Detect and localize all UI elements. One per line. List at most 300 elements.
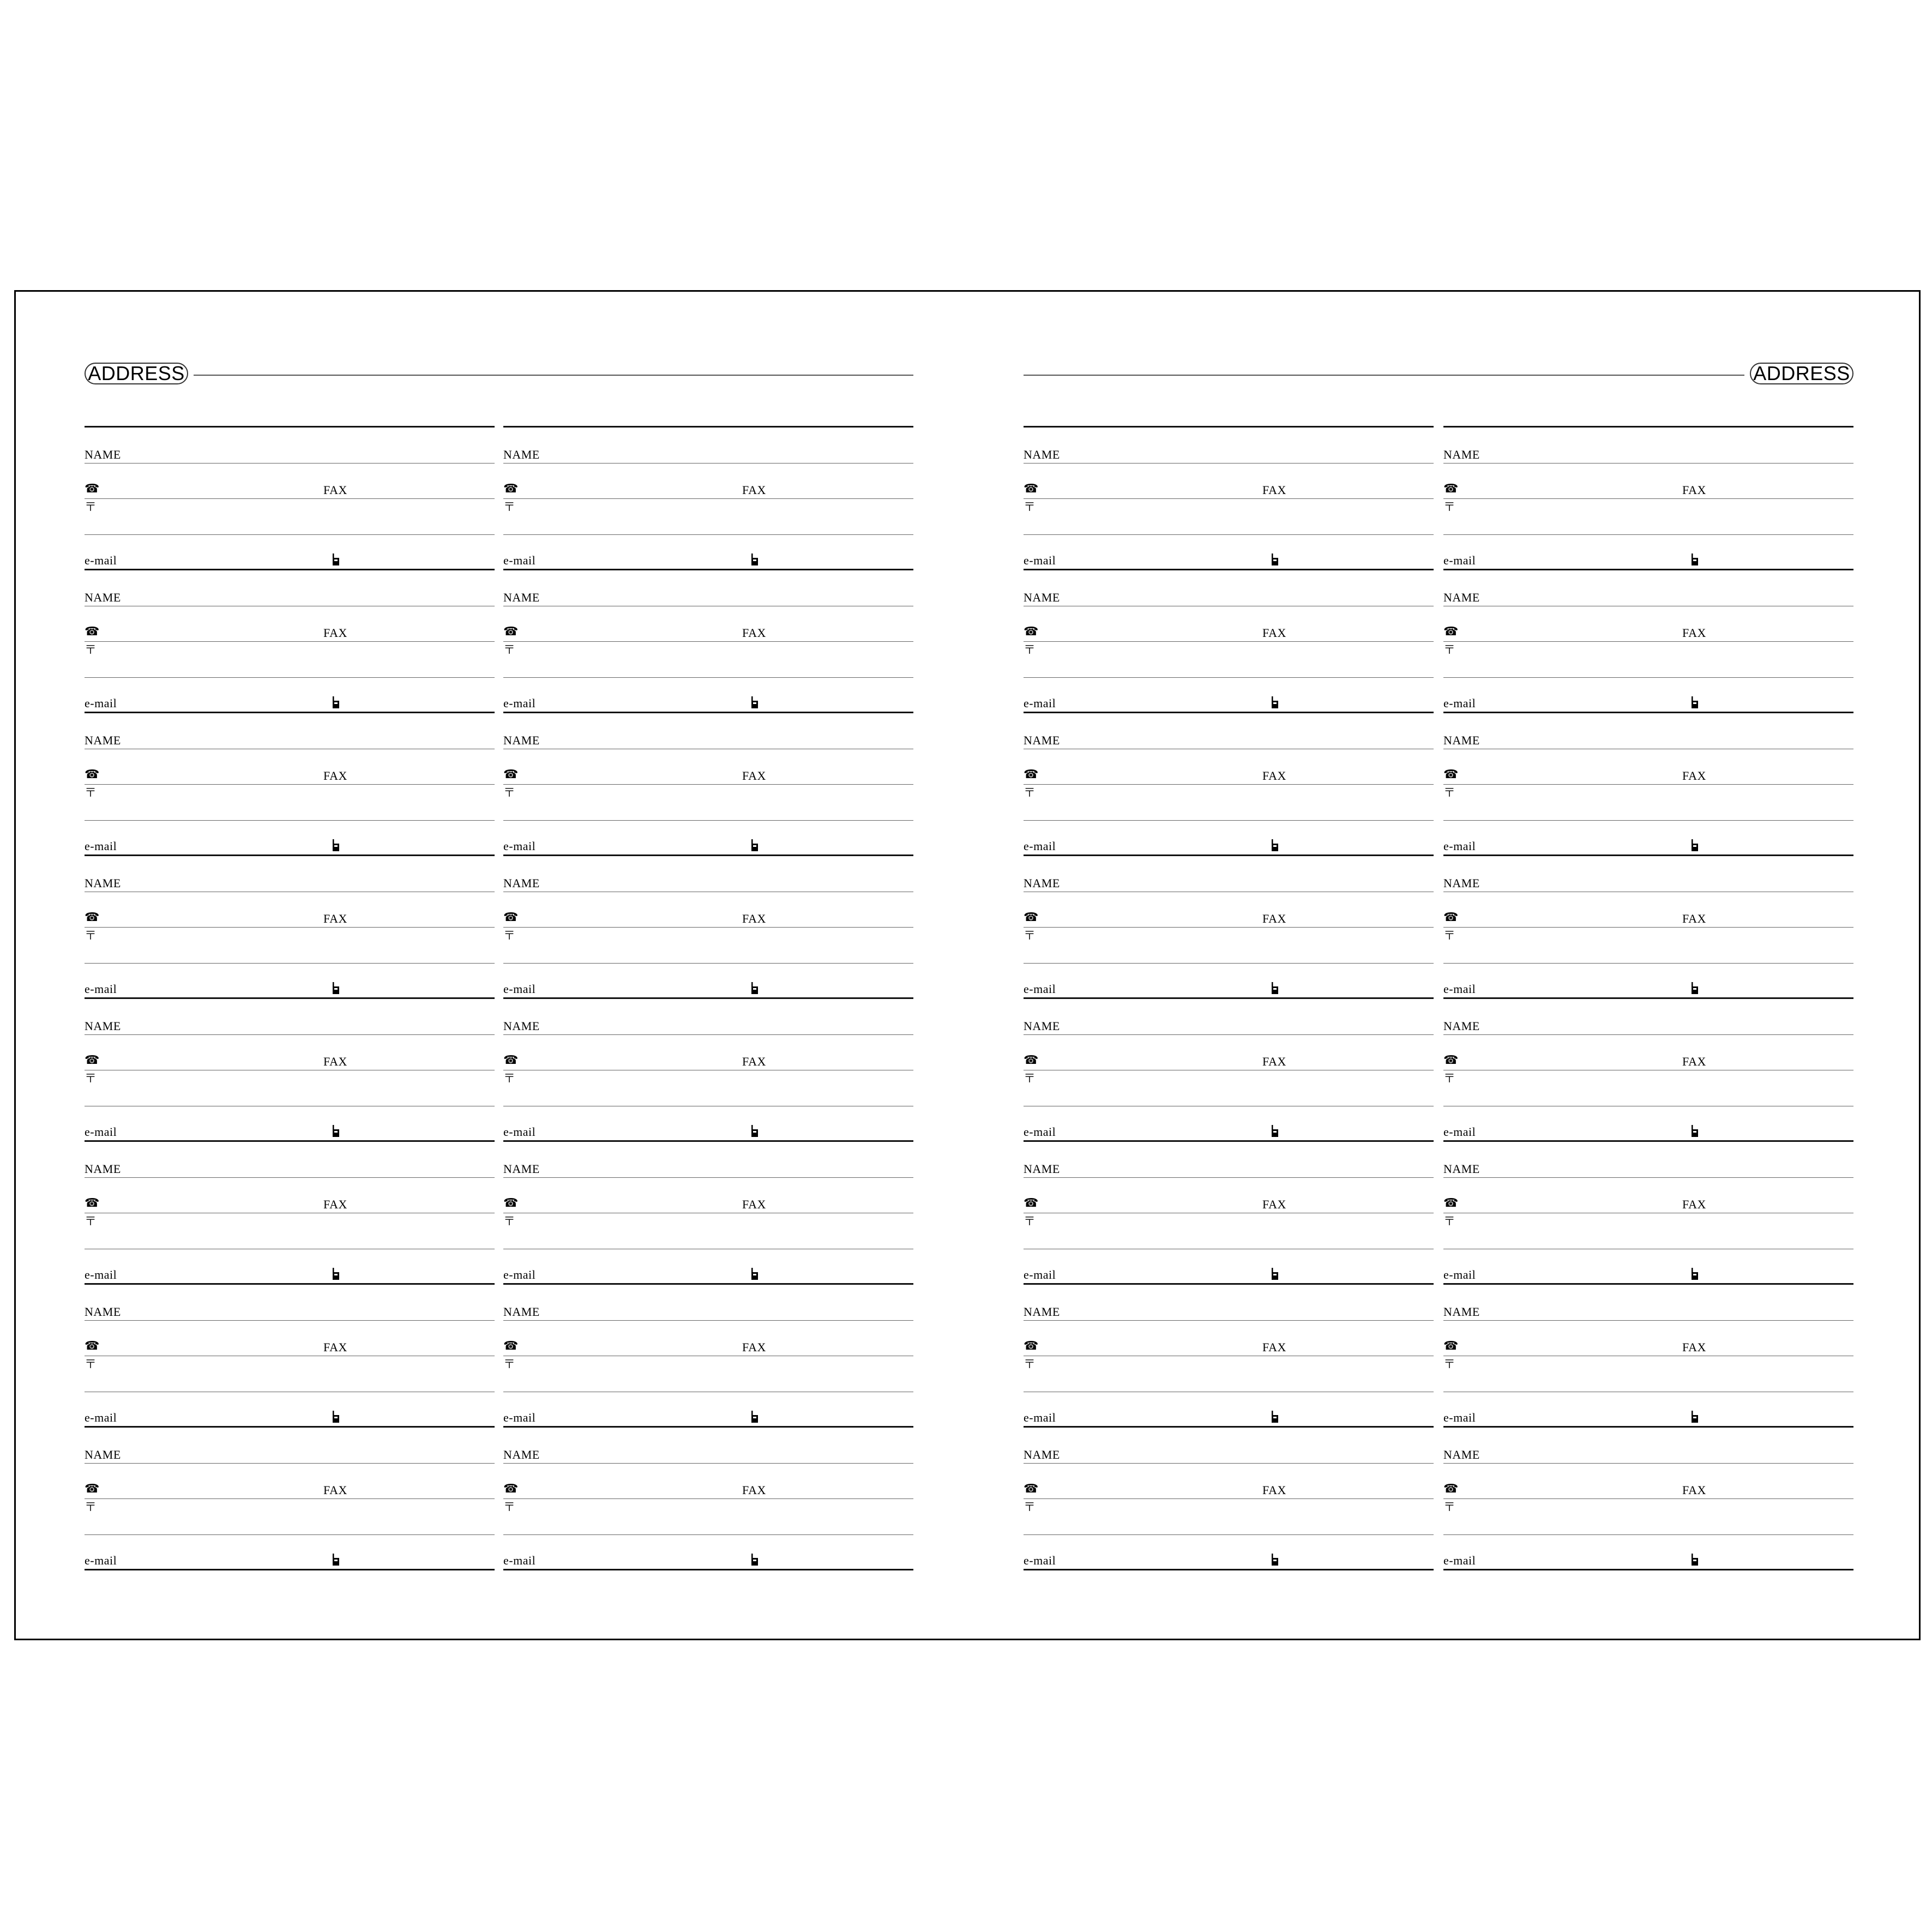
phone-fax-row[interactable]: [85, 749, 495, 785]
email-label: e-mail: [503, 696, 536, 710]
phone-icon: ☎: [503, 1482, 519, 1496]
phone-fax-row[interactable]: [1024, 1035, 1434, 1071]
name-label: NAME: [1024, 1019, 1060, 1033]
name-row[interactable]: [1443, 999, 1853, 1035]
phone-icon: ☎: [85, 768, 100, 781]
postal-mark-icon: 〒: [1024, 1357, 1036, 1371]
mobile-phone-icon: [332, 839, 340, 851]
name-label: NAME: [1443, 1019, 1480, 1033]
name-label: NAME: [1443, 447, 1480, 461]
postal-mark-icon: 〒: [503, 1357, 516, 1371]
phone-icon: ☎: [1443, 768, 1459, 781]
phone-icon: ☎: [85, 911, 100, 924]
mobile-phone-icon: [751, 1554, 759, 1566]
phone-icon: ☎: [1443, 911, 1459, 924]
phone-fax-row[interactable]: [1443, 606, 1853, 642]
mobile-phone-icon: [751, 1125, 759, 1137]
phone-icon: ☎: [503, 768, 519, 781]
name-row[interactable]: [85, 428, 495, 464]
address-entry: [1443, 1142, 1853, 1285]
email-mobile-row[interactable]: [85, 1249, 495, 1285]
address-row[interactable]: [503, 928, 913, 964]
header-rule: [1024, 375, 1744, 376]
email-mobile-row[interactable]: [1024, 821, 1434, 857]
email-mobile-row[interactable]: [1024, 1535, 1434, 1571]
email-label: e-mail: [1443, 839, 1476, 853]
email-label: e-mail: [1443, 1268, 1476, 1281]
fax-label: FAX: [323, 1340, 347, 1354]
name-row[interactable]: [503, 428, 913, 464]
phone-fax-row[interactable]: [503, 749, 913, 785]
phone-fax-row[interactable]: [85, 1464, 495, 1500]
email-mobile-row[interactable]: [503, 535, 913, 571]
name-row[interactable]: [1024, 1428, 1434, 1464]
email-label: e-mail: [85, 1411, 117, 1424]
address-book-spread: [14, 290, 1921, 1640]
mobile-phone-icon: [1271, 1554, 1279, 1566]
mobile-phone-icon: [1271, 553, 1279, 565]
mobile-phone-icon: [1691, 839, 1699, 851]
address-row[interactable]: [1443, 1213, 1853, 1249]
name-label: NAME: [1443, 1304, 1480, 1319]
address-row[interactable]: [85, 1499, 495, 1535]
email-mobile-row[interactable]: [1024, 678, 1434, 714]
postal-mark-icon: 〒: [1024, 786, 1036, 799]
address-row[interactable]: [85, 642, 495, 678]
fax-label: FAX: [1682, 1055, 1706, 1068]
fax-label: FAX: [742, 626, 766, 640]
phone-fax-row[interactable]: [1024, 606, 1434, 642]
name-row[interactable]: [1024, 570, 1434, 606]
address-entry: [1024, 1428, 1434, 1570]
phone-fax-row[interactable]: [1443, 749, 1853, 785]
name-row[interactable]: [1443, 1428, 1853, 1464]
address-entry: [85, 713, 495, 856]
name-label: NAME: [85, 447, 121, 461]
phone-icon: ☎: [85, 1482, 100, 1496]
postal-mark-icon: 〒: [503, 1500, 516, 1514]
email-label: e-mail: [1024, 1268, 1056, 1281]
email-label: e-mail: [503, 1125, 536, 1139]
address-row[interactable]: [1443, 928, 1853, 964]
phone-fax-row[interactable]: [503, 1321, 913, 1357]
address-entry: [503, 999, 913, 1142]
phone-icon: ☎: [503, 625, 519, 639]
address-entry: [85, 856, 495, 999]
name-row[interactable]: [1024, 856, 1434, 892]
fax-label: FAX: [1262, 1340, 1286, 1354]
phone-fax-row[interactable]: [503, 606, 913, 642]
email-mobile-row[interactable]: [503, 1106, 913, 1142]
email-mobile-row[interactable]: [1443, 1249, 1853, 1285]
mobile-phone-icon: [1271, 696, 1279, 708]
name-row[interactable]: [503, 1142, 913, 1178]
address-row[interactable]: [85, 1213, 495, 1249]
postal-mark-icon: 〒: [85, 1500, 97, 1514]
postal-mark-icon: 〒: [85, 1072, 97, 1085]
name-row[interactable]: [85, 999, 495, 1035]
name-row[interactable]: [503, 856, 913, 892]
email-mobile-row[interactable]: [1024, 1106, 1434, 1142]
address-entry: [503, 1142, 913, 1285]
fax-label: FAX: [323, 626, 347, 640]
email-mobile-row[interactable]: [503, 1392, 913, 1428]
postal-mark-icon: 〒: [503, 1072, 516, 1085]
phone-fax-row[interactable]: [85, 464, 495, 499]
address-row[interactable]: [1443, 642, 1853, 678]
mobile-phone-icon: [1691, 696, 1699, 708]
name-row[interactable]: [1443, 713, 1853, 749]
email-mobile-row[interactable]: [85, 964, 495, 1000]
address-row[interactable]: [503, 785, 913, 821]
postal-mark-icon: 〒: [85, 643, 97, 657]
mobile-phone-icon: [332, 553, 340, 565]
address-entry: [1443, 713, 1853, 856]
name-label: NAME: [1443, 590, 1480, 604]
email-label: e-mail: [503, 839, 536, 853]
name-row[interactable]: [85, 1285, 495, 1321]
fax-label: FAX: [742, 1340, 766, 1354]
address-entry: [1024, 1285, 1434, 1428]
page-header: [85, 363, 913, 388]
phone-icon: ☎: [1024, 625, 1039, 639]
address-entry: [1024, 428, 1434, 570]
email-mobile-row[interactable]: [1443, 1392, 1853, 1428]
phone-fax-row[interactable]: [503, 1035, 913, 1071]
postal-mark-icon: 〒: [85, 1214, 97, 1228]
address-row[interactable]: [1443, 1356, 1853, 1392]
mobile-phone-icon: [1271, 1125, 1279, 1137]
address-row[interactable]: [1443, 499, 1853, 535]
phone-icon: ☎: [1443, 625, 1459, 639]
address-entry: [85, 1428, 495, 1570]
mobile-phone-icon: [1271, 1268, 1279, 1280]
postal-mark-icon: 〒: [1024, 1500, 1036, 1514]
address-entry: [85, 1285, 495, 1428]
fax-label: FAX: [1262, 912, 1286, 925]
address-entry: [1024, 856, 1434, 999]
name-row[interactable]: [1024, 428, 1434, 464]
address-entry: [503, 713, 913, 856]
name-label: NAME: [1024, 1304, 1060, 1319]
phone-icon: ☎: [1443, 1054, 1459, 1067]
name-row[interactable]: [1024, 999, 1434, 1035]
address-row[interactable]: [1024, 1070, 1434, 1106]
page-header: [1024, 363, 1853, 388]
postal-mark-icon: 〒: [1024, 1072, 1036, 1085]
address-row[interactable]: [503, 1499, 913, 1535]
name-row[interactable]: [85, 1142, 495, 1178]
address-row[interactable]: [1024, 1356, 1434, 1392]
entry-column-right: [503, 426, 913, 1570]
fax-label: FAX: [1682, 912, 1706, 925]
phone-icon: ☎: [1443, 1196, 1459, 1210]
name-label: NAME: [1024, 590, 1060, 604]
email-mobile-row[interactable]: [1024, 1392, 1434, 1428]
address-row[interactable]: [503, 1356, 913, 1392]
phone-fax-row[interactable]: [1024, 749, 1434, 785]
email-mobile-row[interactable]: [1024, 535, 1434, 571]
name-label: NAME: [503, 733, 540, 747]
name-row[interactable]: [85, 856, 495, 892]
mobile-phone-icon: [1271, 839, 1279, 851]
phone-fax-row[interactable]: [1443, 1178, 1853, 1214]
phone-fax-row[interactable]: [85, 606, 495, 642]
phone-icon: ☎: [85, 625, 100, 639]
name-row[interactable]: [1443, 570, 1853, 606]
name-row[interactable]: [1443, 1142, 1853, 1178]
name-row[interactable]: [85, 1428, 495, 1464]
address-entry: [85, 570, 495, 713]
email-mobile-row[interactable]: [1443, 1535, 1853, 1571]
address-row[interactable]: [503, 499, 913, 535]
phone-fax-row[interactable]: [1024, 1321, 1434, 1357]
name-row[interactable]: [503, 1285, 913, 1321]
name-row[interactable]: [1024, 1142, 1434, 1178]
name-row[interactable]: [85, 713, 495, 749]
fax-label: FAX: [1262, 1197, 1286, 1211]
email-label: e-mail: [1443, 553, 1476, 567]
address-entry: [1443, 428, 1853, 570]
address-badge: ADDRESS: [1750, 363, 1853, 384]
address-row[interactable]: [1024, 785, 1434, 821]
phone-icon: ☎: [85, 482, 100, 496]
email-label: e-mail: [85, 696, 117, 710]
fax-label: FAX: [1682, 1197, 1706, 1211]
email-mobile-row[interactable]: [85, 821, 495, 857]
phone-icon: ☎: [1443, 1482, 1459, 1496]
name-row[interactable]: [503, 1428, 913, 1464]
fax-label: FAX: [1262, 1055, 1286, 1068]
fax-label: FAX: [742, 1197, 766, 1211]
address-row[interactable]: [503, 642, 913, 678]
name-row[interactable]: [1443, 1285, 1853, 1321]
mobile-phone-icon: [332, 696, 340, 708]
address-row[interactable]: [85, 1356, 495, 1392]
address-entry: [1443, 1285, 1853, 1428]
address-row[interactable]: [85, 499, 495, 535]
mobile-phone-icon: [751, 1411, 759, 1423]
mobile-phone-icon: [1691, 1268, 1699, 1280]
address-row[interactable]: [1024, 1499, 1434, 1535]
address-row[interactable]: [1443, 785, 1853, 821]
email-mobile-row[interactable]: [1024, 1249, 1434, 1285]
fax-label: FAX: [1262, 769, 1286, 783]
address-row[interactable]: [85, 928, 495, 964]
postal-mark-icon: 〒: [1024, 643, 1036, 657]
phone-fax-row[interactable]: [1024, 1464, 1434, 1500]
phone-fax-row[interactable]: [1443, 892, 1853, 928]
phone-fax-row[interactable]: [85, 1321, 495, 1357]
phone-icon: ☎: [503, 1196, 519, 1210]
fax-label: FAX: [1682, 1483, 1706, 1497]
address-entry: [1443, 856, 1853, 999]
address-entry: [1024, 1142, 1434, 1285]
postal-mark-icon: 〒: [503, 500, 516, 514]
email-label: e-mail: [1024, 553, 1056, 567]
name-label: NAME: [1024, 447, 1060, 461]
email-label: e-mail: [503, 1411, 536, 1424]
fax-label: FAX: [1262, 1483, 1286, 1497]
phone-fax-row[interactable]: [1443, 1464, 1853, 1500]
phone-icon: ☎: [503, 1054, 519, 1067]
email-mobile-row[interactable]: [503, 821, 913, 857]
name-label: NAME: [503, 590, 540, 604]
email-label: e-mail: [85, 982, 117, 996]
address-row[interactable]: [503, 1070, 913, 1106]
email-label: e-mail: [85, 553, 117, 567]
address-entry: [85, 1142, 495, 1285]
email-label: e-mail: [503, 1268, 536, 1281]
fax-label: FAX: [1682, 626, 1706, 640]
email-mobile-row[interactable]: [1443, 535, 1853, 571]
postal-mark-icon: 〒: [1443, 500, 1456, 514]
name-label: NAME: [1024, 733, 1060, 747]
email-mobile-row[interactable]: [85, 1535, 495, 1571]
name-label: NAME: [503, 1019, 540, 1033]
email-label: e-mail: [503, 553, 536, 567]
email-mobile-row[interactable]: [503, 1535, 913, 1571]
address-row[interactable]: [503, 1213, 913, 1249]
phone-fax-row[interactable]: [503, 1178, 913, 1214]
name-label: NAME: [1024, 1447, 1060, 1461]
fax-label: FAX: [323, 483, 347, 497]
entry-column-right: [1443, 426, 1853, 1570]
address-row[interactable]: [1024, 499, 1434, 535]
fax-label: FAX: [1682, 769, 1706, 783]
name-label: NAME: [503, 1161, 540, 1176]
phone-fax-row[interactable]: [1024, 464, 1434, 499]
entry-column-left: [1024, 426, 1434, 1570]
entry-column-left: [85, 426, 495, 1570]
email-label: e-mail: [1024, 982, 1056, 996]
email-mobile-row[interactable]: [85, 535, 495, 571]
email-mobile-row[interactable]: [85, 1106, 495, 1142]
fax-label: FAX: [742, 483, 766, 497]
mobile-phone-icon: [751, 982, 759, 994]
name-row[interactable]: [85, 570, 495, 606]
email-mobile-row[interactable]: [503, 678, 913, 714]
name-row[interactable]: [1443, 428, 1853, 464]
name-label: NAME: [503, 1447, 540, 1461]
phone-icon: ☎: [1024, 1339, 1039, 1353]
phone-fax-row[interactable]: [1443, 1035, 1853, 1071]
phone-fax-row[interactable]: [1443, 1321, 1853, 1357]
phone-icon: ☎: [1024, 1196, 1039, 1210]
phone-fax-row[interactable]: [85, 892, 495, 928]
email-mobile-row[interactable]: [85, 1392, 495, 1428]
page-right: [1024, 292, 1853, 1639]
phone-icon: ☎: [1443, 1339, 1459, 1353]
name-label: NAME: [85, 1161, 121, 1176]
mobile-phone-icon: [751, 553, 759, 565]
name-row[interactable]: [1024, 713, 1434, 749]
fax-label: FAX: [323, 1055, 347, 1068]
name-row[interactable]: [1024, 1285, 1434, 1321]
email-mobile-row[interactable]: [503, 1249, 913, 1285]
address-entry: [1443, 570, 1853, 713]
address-entry: [503, 856, 913, 999]
phone-icon: ☎: [1024, 911, 1039, 924]
email-mobile-row[interactable]: [85, 678, 495, 714]
mobile-phone-icon: [1271, 982, 1279, 994]
address-row[interactable]: [1024, 928, 1434, 964]
address-entry: [1024, 570, 1434, 713]
phone-fax-row[interactable]: [503, 1464, 913, 1500]
address-entry: [85, 999, 495, 1142]
email-label: e-mail: [503, 982, 536, 996]
email-label: e-mail: [85, 1554, 117, 1567]
name-label: NAME: [85, 733, 121, 747]
phone-fax-row[interactable]: [85, 1035, 495, 1071]
phone-fax-row[interactable]: [1024, 1178, 1434, 1214]
address-row[interactable]: [1443, 1070, 1853, 1106]
postal-mark-icon: 〒: [1024, 1214, 1036, 1228]
address-badge: ADDRESS: [85, 363, 188, 384]
email-mobile-row[interactable]: [1024, 964, 1434, 1000]
address-row[interactable]: [85, 1070, 495, 1106]
postal-mark-icon: 〒: [1443, 1500, 1456, 1514]
address-row[interactable]: [1443, 1499, 1853, 1535]
mobile-phone-icon: [1691, 982, 1699, 994]
address-row[interactable]: [1024, 642, 1434, 678]
name-label: NAME: [1443, 1161, 1480, 1176]
postal-mark-icon: 〒: [85, 929, 97, 942]
address-entry: [1443, 999, 1853, 1142]
phone-icon: ☎: [503, 1339, 519, 1353]
email-label: e-mail: [1024, 696, 1056, 710]
name-label: NAME: [85, 1304, 121, 1319]
name-label: NAME: [1024, 1161, 1060, 1176]
email-label: e-mail: [1024, 839, 1056, 853]
name-row[interactable]: [503, 570, 913, 606]
phone-fax-row[interactable]: [503, 892, 913, 928]
phone-fax-row[interactable]: [85, 1178, 495, 1214]
phone-fax-row[interactable]: [1443, 464, 1853, 499]
mobile-phone-icon: [332, 1268, 340, 1280]
address-entry: [503, 428, 913, 570]
fax-label: FAX: [742, 769, 766, 783]
name-row[interactable]: [503, 713, 913, 749]
name-label: NAME: [1443, 876, 1480, 890]
email-mobile-row[interactable]: [1443, 821, 1853, 857]
phone-fax-row[interactable]: [1024, 892, 1434, 928]
email-label: e-mail: [1443, 1125, 1476, 1139]
postal-mark-icon: 〒: [503, 643, 516, 657]
mobile-phone-icon: [1691, 1554, 1699, 1566]
email-mobile-row[interactable]: [1443, 964, 1853, 1000]
postal-mark-icon: 〒: [1443, 1214, 1456, 1228]
mobile-phone-icon: [332, 1125, 340, 1137]
mobile-phone-icon: [1691, 553, 1699, 565]
email-mobile-row[interactable]: [1443, 678, 1853, 714]
name-row[interactable]: [503, 999, 913, 1035]
address-row[interactable]: [1024, 1213, 1434, 1249]
address-entry: [503, 570, 913, 713]
mobile-phone-icon: [332, 1411, 340, 1423]
phone-fax-row[interactable]: [503, 464, 913, 499]
mobile-phone-icon: [1691, 1411, 1699, 1423]
email-mobile-row[interactable]: [1443, 1106, 1853, 1142]
address-entry: [1024, 999, 1434, 1142]
address-row[interactable]: [85, 785, 495, 821]
name-row[interactable]: [1443, 856, 1853, 892]
fax-label: FAX: [1262, 483, 1286, 497]
email-mobile-row[interactable]: [503, 964, 913, 1000]
postal-mark-icon: 〒: [1443, 786, 1456, 799]
postal-mark-icon: 〒: [1443, 929, 1456, 942]
phone-icon: ☎: [85, 1339, 100, 1353]
